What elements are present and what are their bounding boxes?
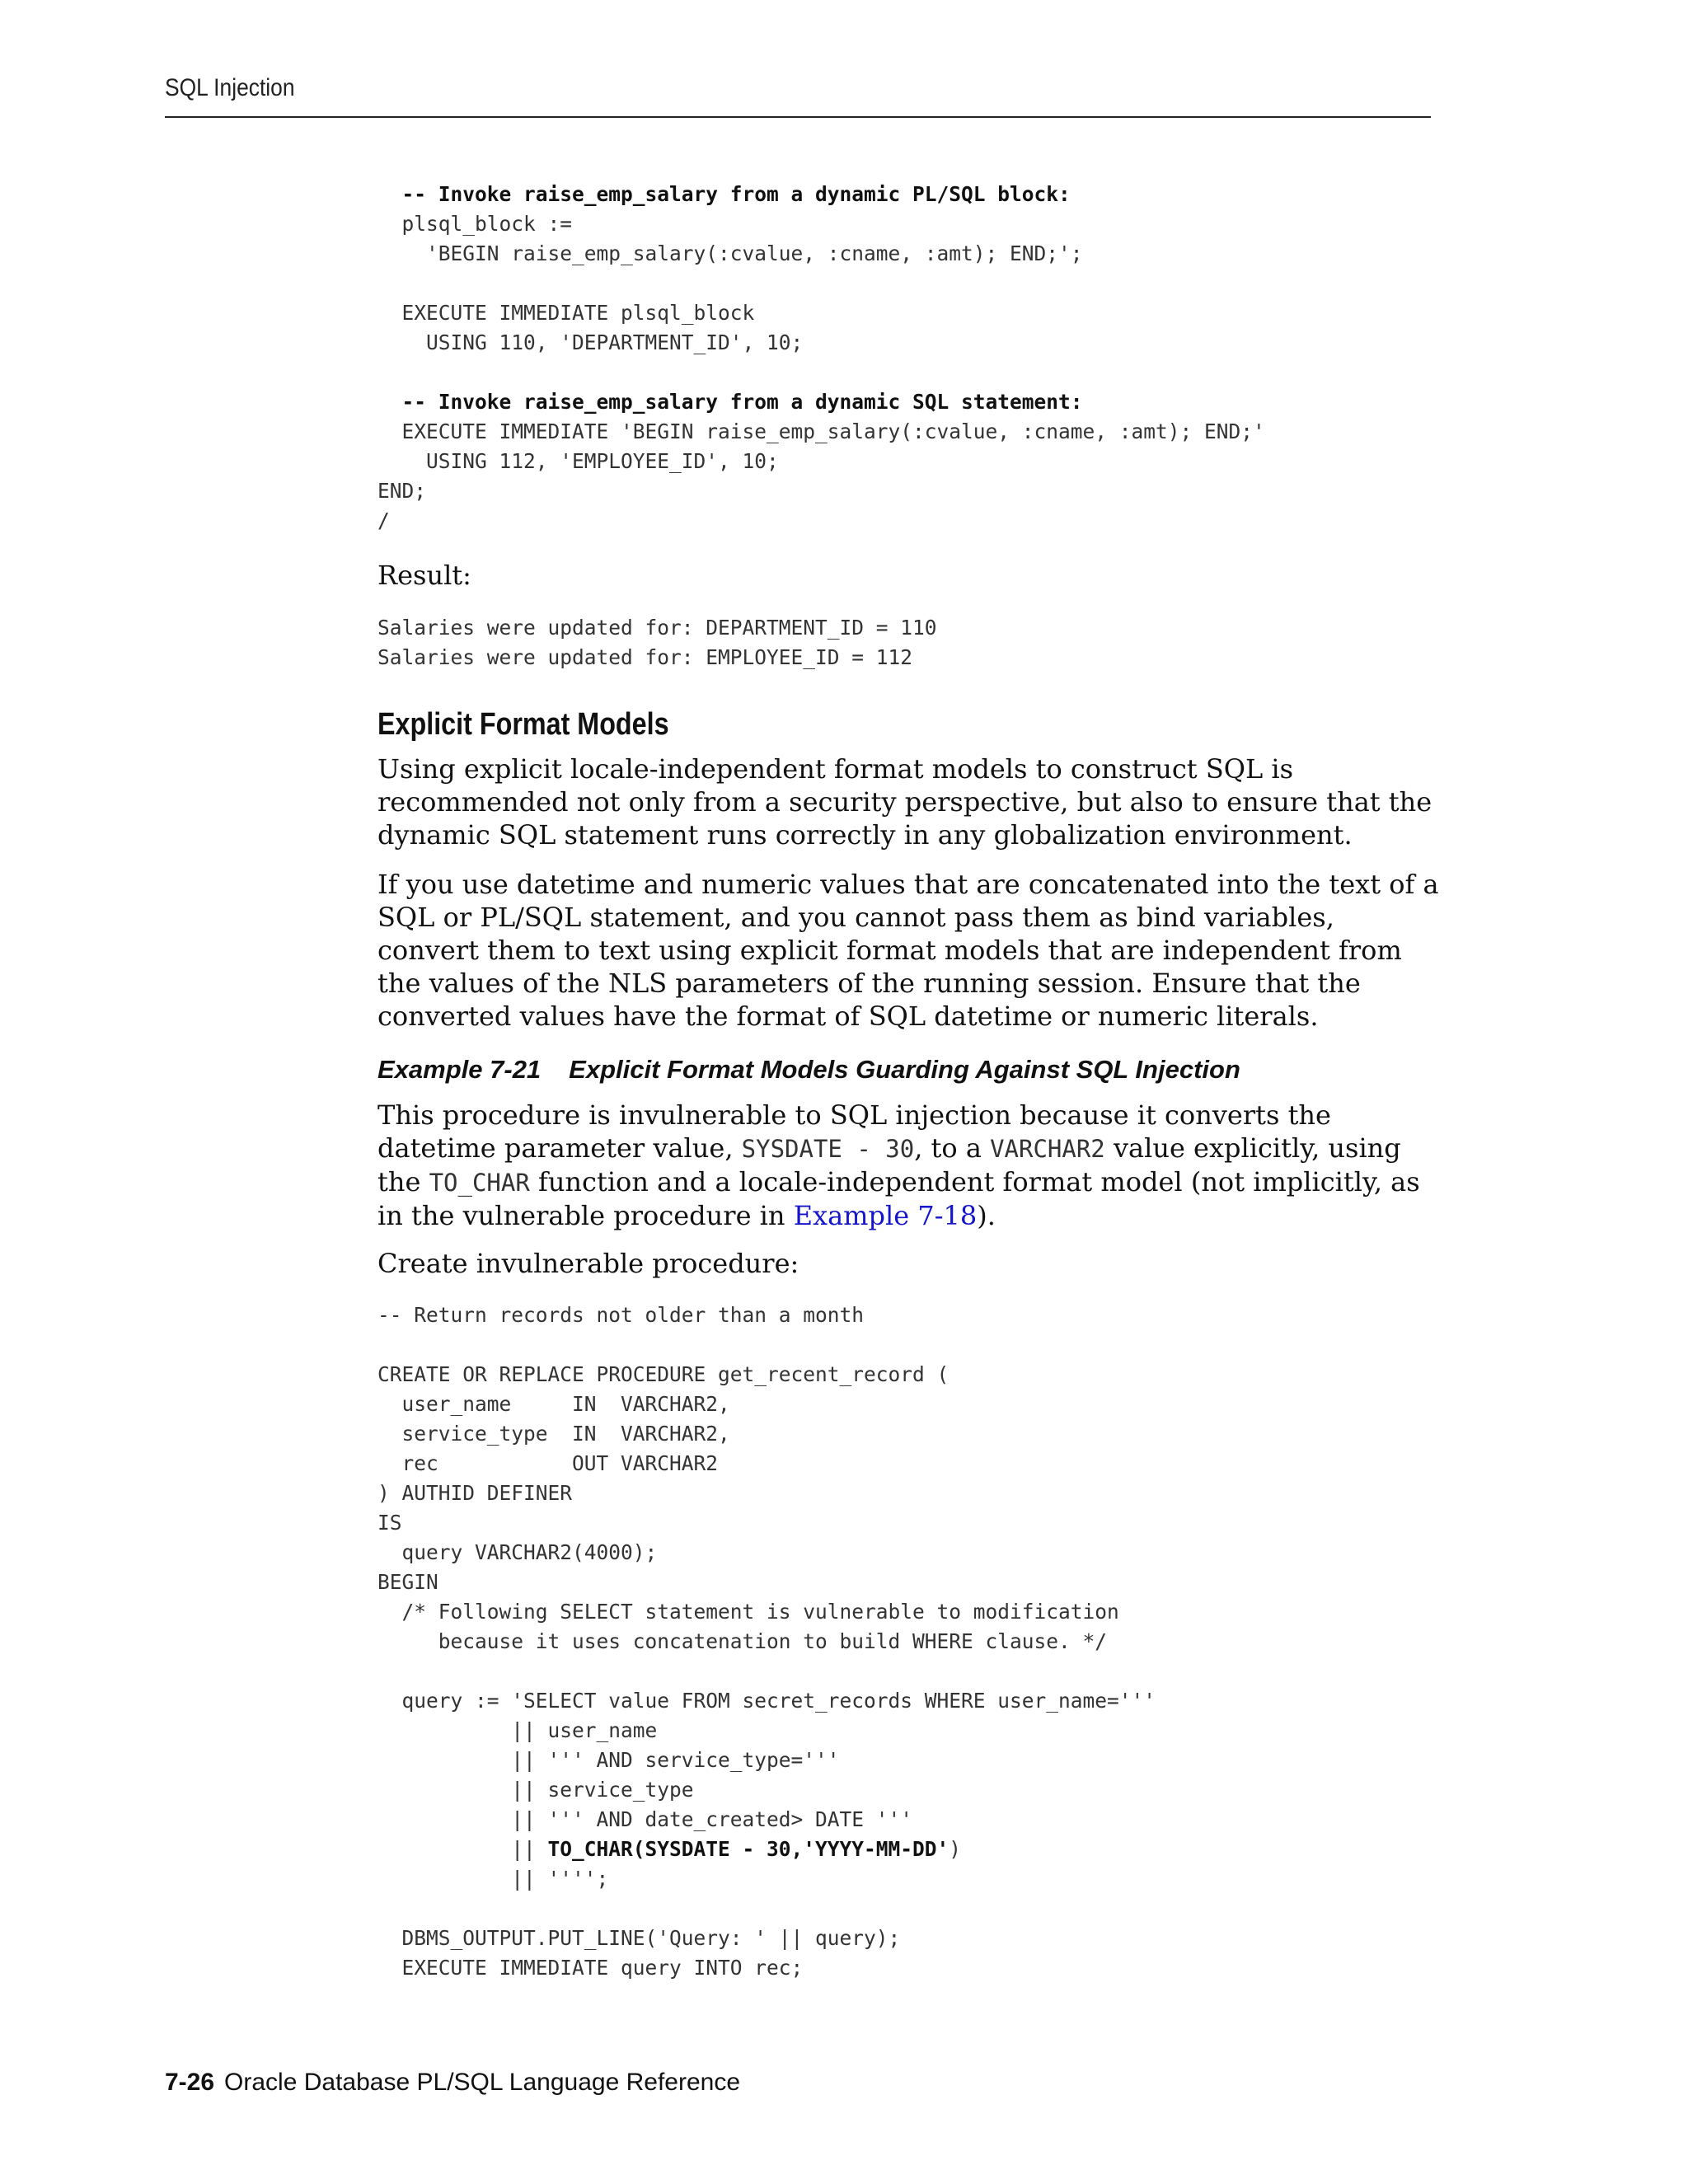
inline-code: TO_CHAR (429, 1169, 530, 1197)
code-comment: -- Invoke raise_emp_salary from a dynamic PL/SQL block: (401, 182, 1071, 206)
code-text: -- Return records not older than a month CREATE OR REPLACE PROCEDURE get_recent_record ( user_name IN VARCHAR2, service_type IN VARCHAR2, rec OUT VARCHAR2 ) AUTHID DEFINER IS query VARCHAR2(4000); BEGIN /* Following SELECT statement is vulnerable to modification because it uses concatenation to build WHERE clause. */ query := 'SELECT value FROM secret_records WHERE user_name=''' || user_name || ''' AND service_type=''' || service_type || ''' AND date_created> DATE ''' || (377, 1303, 1156, 1861)
text-run: , to a (914, 1132, 991, 1164)
header-divider (165, 116, 1431, 118)
code-line: EXECUTE IMMEDIATE plsql_block (377, 301, 755, 325)
section-heading: Explicit Format Models (377, 707, 669, 742)
book-title: Oracle Database PL/SQL Language Reference (224, 2069, 741, 2096)
running-header: SQL Injection (165, 74, 295, 101)
code-line: 'BEGIN raise_emp_salary(:cvalue, :cname, :amt); END;'; (377, 241, 1083, 265)
code-block-procedure (377, 1301, 1156, 1983)
result-output: Salaries were updated for: DEPARTMENT_ID = 110 Salaries were updated for: EMPLOYEE_ID = 112 (377, 616, 937, 669)
example-link[interactable]: Example 7-18 (793, 1200, 978, 1231)
page-number: 7-26 (165, 2069, 215, 2096)
code-line: USING 112, 'EMPLOYEE_ID', 10; (377, 449, 779, 473)
result-label: Result: (377, 560, 471, 591)
text-run: value explicitly, using the (377, 1132, 1401, 1197)
text-run: function and a locale-independent format model (not implicitly, as in the vulnerable procedure in (377, 1166, 1420, 1231)
example-description (377, 1099, 1441, 1232)
code-comment: -- Invoke raise_emp_salary from a dynamic SQL statement: (401, 390, 1083, 414)
code-line: / (377, 509, 390, 532)
inline-code: SYSDATE - 30 (741, 1135, 915, 1163)
text-run: This procedure is invulnerable to SQL injection because it converts the datetime parameter value, (377, 1099, 1331, 1164)
code-text: ) || ''''; DBMS_OUTPUT.PUT_LINE('Query: ' || query); EXECUTE IMMEDIATE query INTO rec; (401, 1837, 962, 1980)
paragraph-intro: Using explicit locale-independent format models to construct SQL is recommended not only from a security perspective, but also to ensure that the dynamic SQL statement runs correctly in any globalization environment. (377, 753, 1432, 851)
code-line: EXECUTE IMMEDIATE 'BEGIN raise_emp_salary(:cvalue, :cname, :amt); END;' (377, 419, 1265, 443)
example-title (377, 1055, 1240, 1085)
page-footer (165, 2069, 740, 2097)
example-caption: Explicit Format Models Guarding Against SQL Injection (569, 1055, 1240, 1084)
code-block-top (377, 180, 1265, 536)
create-label: Create invulnerable procedure: (377, 1248, 799, 1279)
inline-code: VARCHAR2 (990, 1135, 1105, 1163)
code-line: plsql_block := (377, 212, 573, 236)
example-number: Example 7-21 (377, 1055, 542, 1084)
paragraph-bind-variables: If you use datetime and numeric values that are concatenated into the text of a SQL or PL/SQL statement, and you cannot pass them as bind variables, convert them to text using explicit format models that are independent from the values of the NLS parameters of the running session. Ensure that the converted values have the format of SQL datetime or numeric literals. (377, 869, 1439, 1032)
code-line: END; (377, 479, 427, 503)
code-highlight: TO_CHAR(SYSDATE - 30,'YYYY-MM-DD' (547, 1837, 950, 1861)
text-run: ). (977, 1200, 996, 1231)
code-line: USING 110, 'DEPARTMENT_ID', 10; (377, 330, 804, 354)
